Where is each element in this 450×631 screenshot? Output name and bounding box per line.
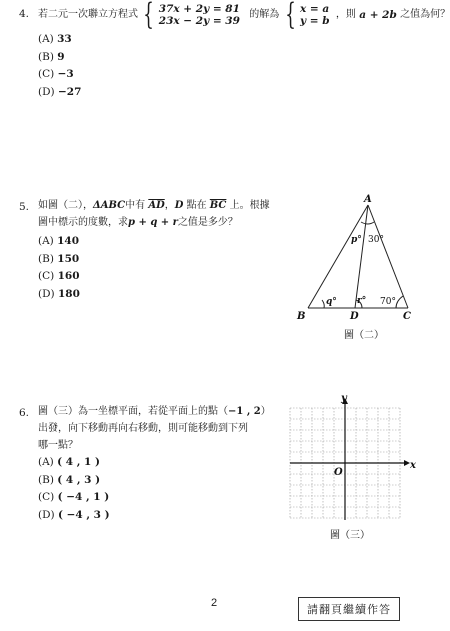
q5-triangle-figure	[295, 192, 420, 352]
q4-option-b[interactable]: (B) 9	[38, 50, 65, 63]
q5-option-a[interactable]: (A) 140	[38, 235, 80, 247]
vertex-b-label: B	[297, 311, 306, 322]
q5-number: 5.	[19, 201, 30, 213]
q5-option-c[interactable]: (C) 160	[38, 270, 80, 282]
q4-solution-brace: {	[284, 0, 296, 32]
q6-stem-line-2: 出發，向下移動再向右移動，則可能移動到下列	[38, 423, 248, 434]
q6-stem-line-1: 圖（三）為一坐標平面，若從平面上的點（−1 , 2）	[38, 406, 271, 417]
q4-text-after: ，則	[335, 9, 356, 20]
origin-label: O	[334, 467, 343, 478]
vertex-c-label: C	[403, 311, 411, 322]
q6-option-d[interactable]: (D) ( −4 , 3 )	[38, 508, 110, 521]
q4-text-end: 之值為何？	[400, 9, 450, 20]
q6-coordinate-plane-figure	[286, 392, 416, 542]
q4-equation-2: 23x − 2y = 39	[158, 15, 240, 27]
q6-stem-line-3: 哪一點？	[38, 440, 78, 451]
angle-arc-c	[396, 296, 403, 308]
q4-equation-system	[159, 3, 240, 27]
q5-segment-ad: $\overline{AD}$	[148, 200, 165, 211]
q5-options	[38, 233, 80, 303]
q4-system-brace: {	[143, 0, 155, 32]
q4-stem	[38, 0, 450, 32]
figure-3-caption: 圖（三）	[330, 530, 370, 541]
angle-arc-b	[322, 300, 324, 308]
q4-text-before: 若二元一次聯立方程式	[38, 9, 138, 20]
q5-stem-line-2: 圖中標示的度數，求p + q + r之值是多少？	[38, 217, 238, 228]
q5-option-b[interactable]: (B) 150	[38, 252, 80, 265]
q4-target-expression: a + 2b	[359, 9, 397, 21]
side-ab	[308, 205, 368, 308]
y-axis-label: y	[341, 393, 347, 404]
figure-2-caption: 圖（二）	[344, 330, 384, 341]
q4-option-c[interactable]: (C) −3	[38, 68, 74, 80]
q4-equation-1: 37x + 2y = 81	[158, 3, 240, 15]
angle-p-label: p°	[351, 235, 362, 245]
q4-option-d[interactable]: (D) −27	[38, 85, 82, 98]
angle-30-label: 30°	[368, 235, 384, 245]
angle-r-label: r°	[357, 296, 367, 306]
vertex-a-label: A	[364, 194, 372, 205]
q6-number: 6.	[19, 407, 30, 419]
x-axis-label: x	[410, 460, 416, 471]
q4-solution-2: y = b	[300, 15, 330, 27]
angle-arc-a	[361, 222, 374, 224]
q4-solution-system	[300, 3, 330, 27]
q6-options	[38, 454, 110, 524]
page-number: 2	[211, 597, 218, 609]
q5-expression: p + q + r	[128, 217, 178, 228]
q5-triangle: ΔABC	[93, 200, 126, 211]
q5-stem-line-1: 如圖（二），ΔABC中有 $\overline{AD}$，D 點在 $\overline{BC}$ 上。根據	[38, 200, 270, 211]
q4-text-mid: 的解為	[249, 9, 280, 20]
q5-segment-bc: $\overline{BC}$	[209, 200, 227, 211]
q4-options	[38, 31, 81, 101]
q4-solution-1: x = a	[300, 3, 330, 15]
vertex-d-label: D	[350, 311, 359, 322]
turn-page-notice: 請翻頁繼續作答	[298, 597, 400, 621]
q6-option-c[interactable]: (C) ( −4 , 1 )	[38, 491, 110, 503]
q4-option-a[interactable]: (A) 33	[38, 33, 72, 45]
segment-ad-line	[355, 205, 368, 308]
q6-start-point: −1 , 2	[228, 406, 261, 417]
side-ac	[368, 205, 408, 308]
q6-option-b[interactable]: (B) ( 4 , 3 )	[38, 473, 101, 486]
q4-number: 4.	[19, 8, 30, 20]
q6-option-a[interactable]: (A) ( 4 , 1 )	[38, 456, 100, 468]
angle-70-label: 70°	[380, 297, 396, 307]
angle-q-label: q°	[326, 297, 337, 307]
q5-option-d[interactable]: (D) 180	[38, 287, 80, 300]
